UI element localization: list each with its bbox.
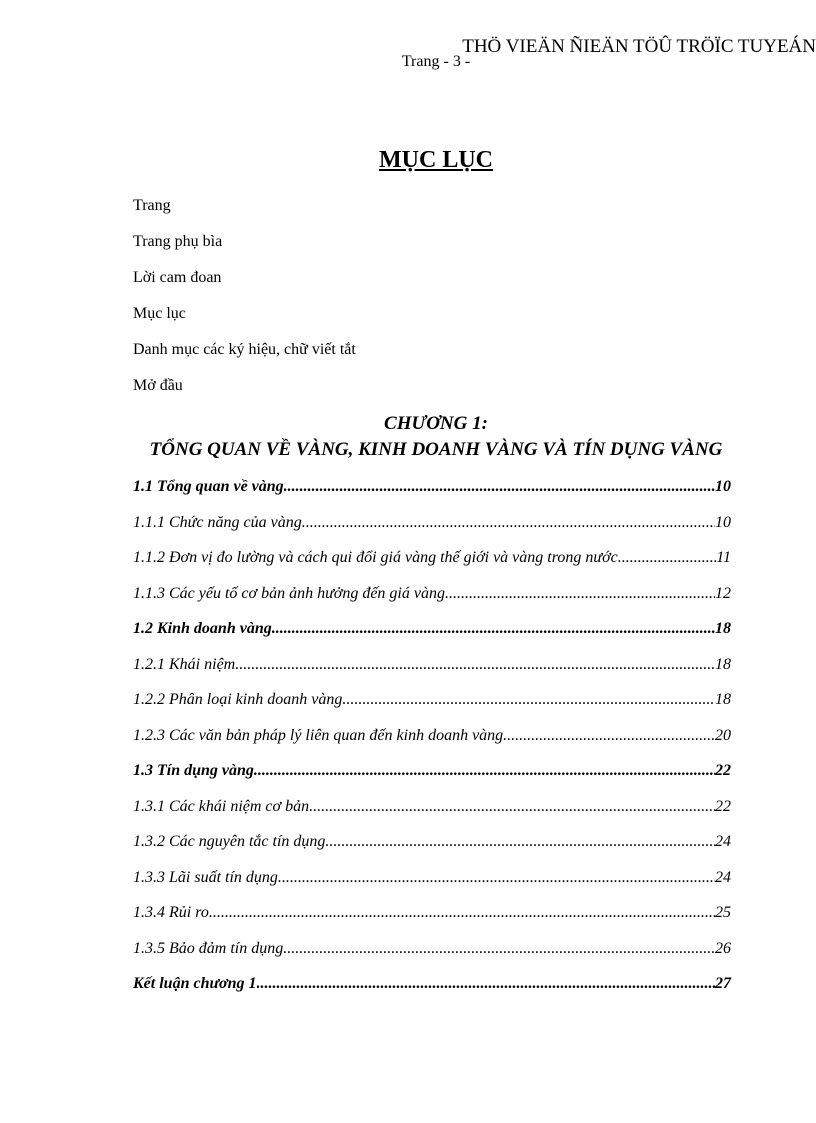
- toc-entry-page: 26: [715, 939, 731, 957]
- toc-leader-dots: [284, 477, 715, 497]
- front-matter-item: Danh mục các ký hiệu, chữ viết tắt: [133, 341, 356, 358]
- toc-entry-title: 1.2 Kinh doanh vàng: [133, 620, 272, 637]
- toc-entry-title: 1.1.2 Đơn vị đo lường và cách qui đổi giá vàng thế giới và vàng trong nước: [133, 549, 618, 566]
- toc-entry-title: 1.2.3 Các văn bản pháp lý liên quan đến kinh doanh vàng: [133, 726, 504, 744]
- toc-entry: [133, 832, 731, 868]
- toc-entry: [133, 548, 731, 584]
- toc-entry: [133, 690, 731, 726]
- toc-entry: [133, 584, 731, 620]
- toc-entry-page: 10: [715, 513, 731, 531]
- toc-entry: [133, 619, 731, 655]
- toc-list: [133, 477, 731, 1010]
- toc-entry: [133, 868, 731, 904]
- toc-leader-dots: [503, 726, 715, 746]
- toc-entry-title: 1.3.4 Rủi ro: [133, 904, 209, 921]
- front-matter-list: [133, 196, 356, 412]
- toc-leader-dots: [445, 584, 715, 604]
- toc-entry-page: 27: [715, 975, 731, 992]
- toc-entry: [133, 903, 731, 939]
- toc-entry-page: 18: [715, 691, 731, 708]
- toc-entry-page: 22: [715, 762, 731, 779]
- toc-entry-page: 24: [715, 868, 731, 886]
- toc-entry-page: 25: [715, 904, 731, 921]
- toc-entry: [133, 761, 731, 797]
- toc-entry-page: 22: [715, 797, 731, 815]
- toc-leader-dots: [272, 619, 715, 639]
- toc-entry-title: 1.1.3 Các yếu tố cơ bản ảnh hưởng đến giá vàng: [133, 584, 445, 602]
- toc-entry-page: 18: [715, 620, 731, 637]
- chapter-title: TỔNG QUAN VỀ VÀNG, KINH DOANH VÀNG VÀ TÍN DỤNG VÀNG: [149, 439, 723, 460]
- toc-entry: [133, 797, 731, 833]
- toc-entry-title: Kết luận chương 1: [133, 975, 257, 992]
- toc-entry: [133, 939, 731, 975]
- toc-entry-title: 1.1.1 Chức năng của vàng: [133, 513, 302, 531]
- toc-leader-dots: [283, 939, 715, 959]
- toc-leader-dots: [309, 797, 715, 817]
- page-number: Trang - 3 -: [401, 53, 471, 70]
- toc-entry-title: 1.1 Tổng quan về vàng: [133, 478, 284, 495]
- header-watermark: THÖ VIEÄN ÑIEÄN TÖÛ TRÖÏC TUYEÁN: [462, 36, 816, 57]
- toc-entry-page: 12: [715, 584, 731, 602]
- chapter-label: CHƯƠNG 1:: [384, 413, 488, 434]
- toc-entry-page: 11: [716, 549, 731, 566]
- front-matter-item: Lời cam đoan: [133, 269, 222, 286]
- toc-entry: [133, 655, 731, 691]
- toc-entry-title: 1.3.3 Lãi suất tín dụng: [133, 868, 278, 886]
- toc-entry-title: 1.3.2 Các nguyên tắc tín dụng: [133, 833, 326, 850]
- toc-leader-dots: [257, 974, 715, 994]
- toc-leader-dots: [235, 655, 715, 675]
- toc-entry-title: 1.3 Tín dụng vàng: [133, 762, 254, 779]
- front-matter-item: Trang phụ bìa: [133, 233, 223, 250]
- front-matter-item: Trang: [133, 197, 171, 214]
- toc-entry-page: 20: [715, 726, 731, 744]
- toc-entry-title: 1.3.1 Các khái niệm cơ bản: [133, 797, 310, 815]
- toc-leader-dots: [342, 690, 715, 710]
- toc-entry: [133, 477, 731, 513]
- toc-entry: [133, 726, 731, 762]
- toc-entry: [133, 513, 731, 549]
- toc-entry-title: 1.2.1 Khái niệm: [133, 655, 236, 673]
- front-matter-item: Mục lục: [133, 305, 186, 322]
- front-matter-item: Mở đầu: [133, 377, 183, 394]
- toc-entry-title: 1.2.2 Phân loại kinh doanh vàng: [133, 691, 343, 708]
- toc-leader-dots: [302, 513, 715, 533]
- toc-entry-page: 10: [715, 478, 731, 495]
- toc-entry: [133, 974, 731, 1010]
- page-title: MỤC LỤC: [379, 147, 493, 173]
- toc-entry-title: 1.3.5 Bảo đảm tín dụng: [133, 939, 284, 957]
- toc-leader-dots: [278, 868, 715, 888]
- toc-entry-page: 18: [715, 655, 731, 673]
- toc-entry-page: 24: [715, 833, 731, 850]
- toc-leader-dots: [254, 761, 715, 781]
- toc-leader-dots: [325, 832, 715, 852]
- toc-leader-dots: [209, 903, 715, 923]
- toc-leader-dots: [618, 548, 716, 568]
